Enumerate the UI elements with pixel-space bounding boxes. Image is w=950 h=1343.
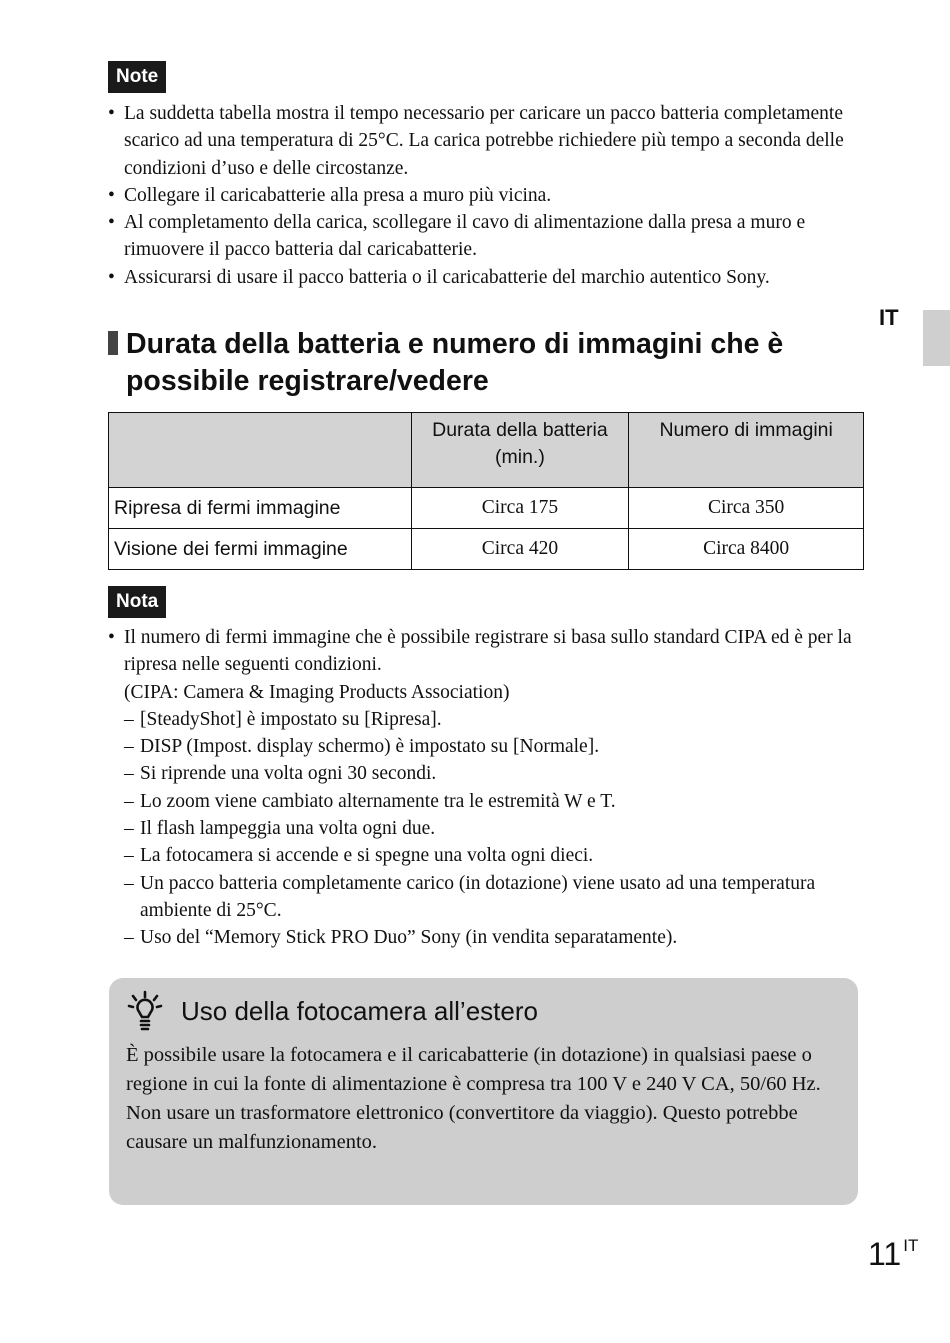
battery-table [108,412,864,570]
table-row [109,529,864,570]
tip-title: Uso della fotocamera all’estero [181,996,538,1026]
condition-item: – Si riprende una volta ogni 30 secondi. [108,760,868,787]
table-header-row [109,413,864,488]
list-item: • Assicurarsi di usare il pacco batteria o il caricabatterie del marchio autentico Sony. [108,264,868,291]
tip-body [126,1041,846,1157]
condition-item: – La fotocamera si accende e si spegne una volta ogni dieci. [108,842,868,869]
table-header [109,413,412,488]
condition-item: – [SteadyShot] è impostato su [Ripresa]. [108,706,868,733]
list-item: • Collegare il caricabatterie alla presa a muro più vicina. [108,182,868,209]
section-title-line2: possibile registrare/vedere [126,365,489,397]
table-cell: Circa 175 [411,488,629,529]
table-row [109,488,864,529]
table-cell: Circa 8400 [629,529,864,570]
tip-box [109,978,858,1205]
lightbulb-icon [127,990,163,1032]
cipa-note: (CIPA: Camera & Imaging Products Association) [124,681,510,703]
language-tab: IT [879,305,899,330]
condition-item: – Lo zoom viene cambiato alternamente tra le estremità W e T. [108,788,868,815]
nota-list [108,624,868,952]
tip-paragraph: Non usare un trasformatore elettronico (convertitore da viaggio). Questo potrebbe causare un malfunzionamento. [126,1102,798,1153]
nota-label: Nota [108,586,166,618]
section-marker [108,331,118,355]
page-number [868,1236,918,1273]
page-number-value: 11 [868,1236,902,1272]
table-cell: Circa 350 [629,488,864,529]
section-title-line1: Durata della batteria e numero di immagini che è [126,328,784,360]
table-cell: Ripresa di fermi immagine [109,488,412,529]
condition-item: – Uso del “Memory Stick PRO Duo” Sony (in vendita separatamente). [108,924,868,951]
note-label: Note [108,61,166,93]
list-item: • La suddetta tabella mostra il tempo necessario per caricare un pacco batteria completamente scarico ad una temperatura di 25°C. La carica potrebbe richiedere più tempo a seconda delle condizioni d’uso e delle circostanze. [108,100,868,182]
page-number-suffix: IT [903,1236,919,1255]
table-header: Durata della batteria (min.) [411,413,629,488]
section-title [108,326,878,400]
table-header: Numero di immagini [629,413,864,488]
list-item: • Il numero di fermi immagine che è possibile registrare si basa sullo standard CIPA ed è per la ripresa nelle seguenti condizioni. [108,624,868,679]
note-list [108,100,868,291]
side-tab-marker [923,310,950,366]
condition-item: – DISP (Impost. display schermo) è impostato su [Normale]. [108,733,868,760]
condition-item: – Il flash lampeggia una volta ogni due. [108,815,868,842]
condition-item: – Un pacco batteria completamente carico (in dotazione) viene usato ad una temperatura ambiente di 25°C. [108,870,868,925]
table-cell: Circa 420 [411,529,629,570]
list-item: • Al completamento della carica, scollegare il cavo di alimentazione dalla presa a muro e rimuovere il pacco batteria dal caricabatterie. [108,209,868,264]
tip-paragraph: È possibile usare la fotocamera e il caricabatterie (in dotazione) in qualsiasi paese o regione in cui la fonte di alimentazione è compresa tra 100 V e 240 V CA, 50/60 Hz. [126,1044,821,1095]
table-cell: Visione dei fermi immagine [109,529,412,570]
